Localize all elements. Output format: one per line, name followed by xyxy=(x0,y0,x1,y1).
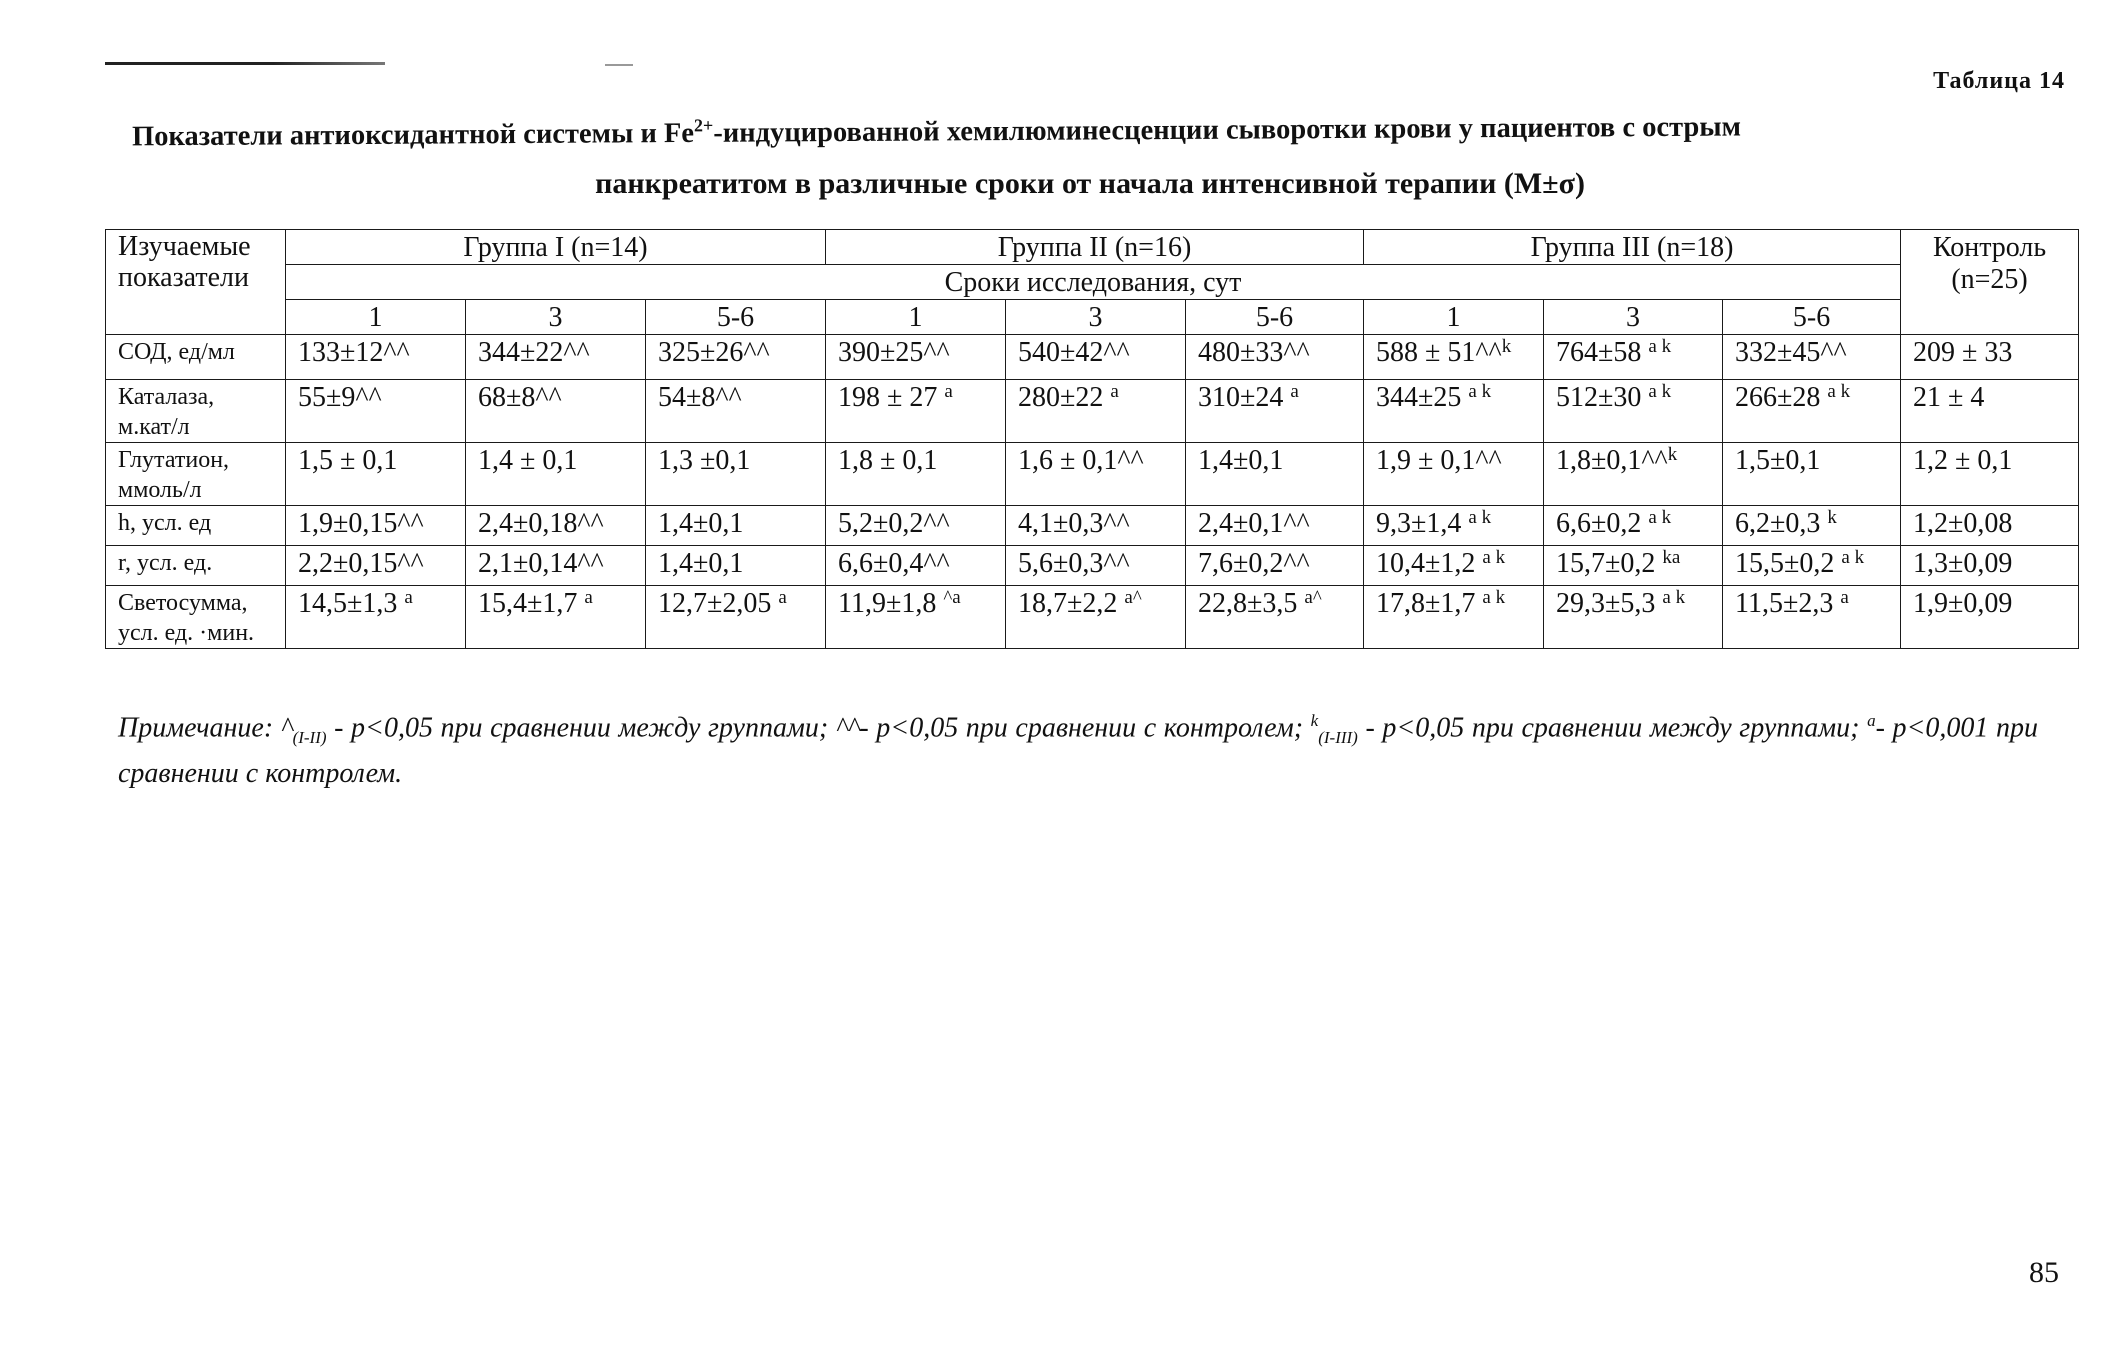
value-cell xyxy=(286,443,466,506)
value-cell xyxy=(1723,335,1901,380)
cell-value: 133±12^^ xyxy=(298,337,410,368)
cell-value: 15,7±0,2 xyxy=(1556,548,1663,579)
table-row xyxy=(106,546,2079,586)
cell-value: 2,2±0,15^^ xyxy=(298,548,424,579)
value-cell xyxy=(1723,506,1901,546)
indicator-cell: h, усл. ед xyxy=(106,506,286,546)
cell-significance-mark: a xyxy=(1110,381,1119,402)
title-superscript: 2+ xyxy=(693,115,714,136)
cell-value: 1,4 ± 0,1 xyxy=(478,445,578,476)
value-cell xyxy=(1006,586,1186,649)
cell-significance-mark: a k xyxy=(1841,547,1865,568)
control-cell: 1,9±0,09 xyxy=(1901,586,2079,649)
group-header: Группа II (n=16) xyxy=(826,230,1364,265)
cell-value: 68±8^^ xyxy=(478,382,562,413)
value-cell xyxy=(646,335,826,380)
cell-value: 198 ± 27 xyxy=(838,382,945,413)
cell-significance-mark: a xyxy=(944,381,953,402)
control-cell: 1,2±0,08 xyxy=(1901,506,2079,546)
top-rule-fragment xyxy=(605,64,633,66)
cell-value: 764±58 xyxy=(1556,337,1649,368)
term-header: 1 xyxy=(286,300,466,335)
note-text: Примечание: ^ xyxy=(118,712,293,744)
value-cell xyxy=(1364,546,1544,586)
cell-value: 1,8 ± 0,1 xyxy=(838,445,938,476)
cell-value: 6,2±0,3 xyxy=(1735,508,1828,539)
term-header: 5-6 xyxy=(646,300,826,335)
indicator-header xyxy=(106,230,286,335)
cell-value: 1,3 ±0,1 xyxy=(658,445,751,476)
cell-value: 1,6 ± 0,1^^ xyxy=(1018,445,1144,476)
value-cell xyxy=(1186,546,1364,586)
table-row xyxy=(106,506,2079,546)
cell-significance-mark: a xyxy=(584,587,593,608)
cell-significance-mark: a xyxy=(778,587,787,608)
indicator-cell: Светосумма, усл. ед. ·мин. xyxy=(106,586,286,649)
cell-value: 2,1±0,14^^ xyxy=(478,548,604,579)
title-text: -индуцированной хемилюминесценции сыворотки крови у пациентов с острым xyxy=(713,111,1742,149)
cell-value: 540±42^^ xyxy=(1018,337,1130,368)
note-text: - р<0,05 при сравнении между группами; xyxy=(1357,712,1868,744)
data-table xyxy=(105,229,2079,649)
cell-value: 280±22 xyxy=(1018,382,1111,413)
cell-value: 1,4±0,1 xyxy=(1198,445,1284,476)
note-superscript: k xyxy=(1310,711,1319,730)
cell-value: 12,7±2,05 xyxy=(658,588,779,619)
cell-value: 29,3±5,3 xyxy=(1556,588,1663,619)
cell-value: 54±8^^ xyxy=(658,382,742,413)
note-subscript: (I-II) xyxy=(292,727,327,747)
value-cell xyxy=(826,506,1006,546)
cell-significance-mark: k xyxy=(1501,336,1512,357)
cell-value: 11,9±1,8 xyxy=(838,588,944,619)
cell-significance-mark: a xyxy=(1290,381,1299,402)
term-header: 3 xyxy=(1544,300,1723,335)
page-number: 85 xyxy=(2029,1256,2059,1289)
group-header: Группа III (n=18) xyxy=(1364,230,1901,265)
control-cell: 1,3±0,09 xyxy=(1901,546,2079,586)
value-cell xyxy=(1544,380,1723,443)
cell-value: 14,5±1,3 xyxy=(298,588,405,619)
value-cell xyxy=(1544,506,1723,546)
indicator-cell: r, усл. ед. xyxy=(106,546,286,586)
note-subscript: (I-III) xyxy=(1318,727,1358,747)
cell-significance-mark: a k xyxy=(1827,381,1851,402)
cell-value: 390±25^^ xyxy=(838,337,950,368)
terms-header: Сроки исследования, сут xyxy=(286,265,1901,300)
value-cell xyxy=(826,586,1006,649)
cell-value: 5,6±0,3^^ xyxy=(1018,548,1130,579)
cell-significance-mark: k xyxy=(1667,444,1678,465)
cell-value: 11,5±2,3 xyxy=(1735,588,1841,619)
value-cell xyxy=(1723,443,1901,506)
value-cell xyxy=(286,506,466,546)
value-cell xyxy=(1186,335,1364,380)
value-cell xyxy=(826,380,1006,443)
value-cell xyxy=(1544,546,1723,586)
cell-value: 266±28 xyxy=(1735,382,1828,413)
cell-value: 6,6±0,4^^ xyxy=(838,548,950,579)
cell-value: 1,9±0,15^^ xyxy=(298,508,424,539)
cell-value: 332±45^^ xyxy=(1735,337,1847,368)
value-cell xyxy=(1364,380,1544,443)
cell-value: 4,1±0,3^^ xyxy=(1018,508,1130,539)
value-cell xyxy=(466,380,646,443)
value-cell xyxy=(826,546,1006,586)
title-text: Показатели антиоксидантной системы и Fe xyxy=(131,117,695,153)
title-line-2: панкреатитом в различные сроки от начала интенсивной терапии (M±σ) xyxy=(595,166,1585,200)
cell-value: 1,5 ± 0,1 xyxy=(298,445,398,476)
value-cell xyxy=(1006,335,1186,380)
cell-value: 15,4±1,7 xyxy=(478,588,585,619)
cell-value: 15,5±0,2 xyxy=(1735,548,1842,579)
cell-significance-mark: a k xyxy=(1648,336,1672,357)
header-row-groups xyxy=(106,230,2079,265)
value-cell xyxy=(466,586,646,649)
cell-value: 6,6±0,2 xyxy=(1556,508,1649,539)
header-row-terms xyxy=(106,300,2079,335)
value-cell xyxy=(646,586,826,649)
value-cell xyxy=(1544,443,1723,506)
cell-value: 18,7±2,2 xyxy=(1018,588,1125,619)
value-cell xyxy=(466,546,646,586)
cell-significance-mark: ^a xyxy=(943,587,961,608)
cell-value: 10,4±1,2 xyxy=(1376,548,1483,579)
cell-value: 1,9 ± 0,1^^ xyxy=(1376,445,1502,476)
cell-value: 9,3±1,4 xyxy=(1376,508,1469,539)
indicator-cell: Каталаза, м.кат/л xyxy=(106,380,286,443)
value-cell xyxy=(1006,506,1186,546)
indicator-cell: СОД, ед/мл xyxy=(106,335,286,380)
table-row xyxy=(106,586,2079,649)
header-row-terms-title xyxy=(106,265,2079,300)
cell-value: 310±24 xyxy=(1198,382,1291,413)
value-cell xyxy=(1006,546,1186,586)
cell-significance-mark: a xyxy=(1840,587,1849,608)
cell-value: 2,4±0,18^^ xyxy=(478,508,604,539)
value-cell xyxy=(1186,586,1364,649)
note-text: - р<0,05 при сравнении между группами; ^^- р<0,05 при сравнении с контролем; xyxy=(326,712,1311,744)
table-row xyxy=(106,443,2079,506)
note-superscript: a xyxy=(1867,711,1876,730)
value-cell xyxy=(1544,586,1723,649)
cell-value: 480±33^^ xyxy=(1198,337,1310,368)
cell-significance-mark: a k xyxy=(1468,507,1492,528)
term-header: 1 xyxy=(1364,300,1544,335)
value-cell xyxy=(466,443,646,506)
indicator-cell: Глутатион, ммоль/л xyxy=(106,443,286,506)
term-header: 5-6 xyxy=(1723,300,1901,335)
note-text: - р<0,001 при сравнении с контролем. xyxy=(118,712,2039,789)
value-cell xyxy=(466,506,646,546)
control-cell: 21 ± 4 xyxy=(1901,380,2079,443)
value-cell xyxy=(1006,380,1186,443)
value-cell xyxy=(1723,380,1901,443)
term-header: 1 xyxy=(826,300,1006,335)
cell-significance-mark: a k xyxy=(1482,547,1506,568)
cell-significance-mark: a k xyxy=(1648,507,1672,528)
cell-value: 17,8±1,7 xyxy=(1376,588,1483,619)
cell-significance-mark: a k xyxy=(1482,587,1506,608)
term-header: 3 xyxy=(1006,300,1186,335)
control-header: Контроль (n=25) xyxy=(1901,230,2079,335)
value-cell xyxy=(646,380,826,443)
cell-value: 1,8±0,1^^ xyxy=(1556,445,1668,476)
value-cell xyxy=(826,443,1006,506)
cell-value: 1,4±0,1 xyxy=(658,548,744,579)
table-title xyxy=(110,106,2070,207)
value-cell xyxy=(646,546,826,586)
value-cell xyxy=(646,443,826,506)
control-cell: 209 ± 33 xyxy=(1901,335,2079,380)
cell-value: 1,5±0,1 xyxy=(1735,445,1821,476)
cell-significance-mark: a^ xyxy=(1124,587,1142,608)
indicator-header-text: Изучаемые показатели xyxy=(118,231,251,293)
cell-value: 22,8±3,5 xyxy=(1198,588,1305,619)
control-cell: 1,2 ± 0,1 xyxy=(1901,443,2079,506)
cell-value: 55±9^^ xyxy=(298,382,382,413)
cell-value: 7,6±0,2^^ xyxy=(1198,548,1310,579)
value-cell xyxy=(646,506,826,546)
value-cell xyxy=(1186,506,1364,546)
value-cell xyxy=(1723,546,1901,586)
value-cell xyxy=(1544,335,1723,380)
cell-significance-mark: ka xyxy=(1662,547,1681,568)
value-cell xyxy=(286,380,466,443)
table-row xyxy=(106,380,2079,443)
value-cell xyxy=(1364,335,1544,380)
cell-significance-mark: a xyxy=(404,587,413,608)
cell-significance-mark: a^ xyxy=(1304,587,1322,608)
value-cell xyxy=(286,335,466,380)
value-cell xyxy=(286,586,466,649)
cell-significance-mark: a k xyxy=(1648,381,1672,402)
value-cell xyxy=(466,335,646,380)
value-cell xyxy=(1364,586,1544,649)
cell-significance-mark: k xyxy=(1827,507,1837,528)
value-cell xyxy=(286,546,466,586)
cell-value: 2,4±0,1^^ xyxy=(1198,508,1310,539)
group-header: Группа I (n=14) xyxy=(286,230,826,265)
value-cell xyxy=(1186,443,1364,506)
cell-value: 344±22^^ xyxy=(478,337,590,368)
term-header: 5-6 xyxy=(1186,300,1364,335)
cell-value: 344±25 xyxy=(1376,382,1469,413)
value-cell xyxy=(1006,443,1186,506)
cell-value: 1,4±0,1 xyxy=(658,508,744,539)
table-label: Таблица 14 xyxy=(1933,68,2065,94)
value-cell xyxy=(826,335,1006,380)
table-note xyxy=(118,703,2038,792)
cell-value: 325±26^^ xyxy=(658,337,770,368)
value-cell xyxy=(1186,380,1364,443)
value-cell xyxy=(1364,443,1544,506)
cell-value: 5,2±0,2^^ xyxy=(838,508,950,539)
cell-significance-mark: a k xyxy=(1662,587,1686,608)
term-header: 3 xyxy=(466,300,646,335)
top-rule xyxy=(105,62,385,65)
cell-value: 512±30 xyxy=(1556,382,1649,413)
cell-significance-mark: a k xyxy=(1468,381,1492,402)
table-row xyxy=(106,335,2079,380)
title-line-1 xyxy=(110,94,2070,160)
cell-value: 588 ± 51^^ xyxy=(1376,337,1502,368)
value-cell xyxy=(1364,506,1544,546)
value-cell xyxy=(1723,586,1901,649)
